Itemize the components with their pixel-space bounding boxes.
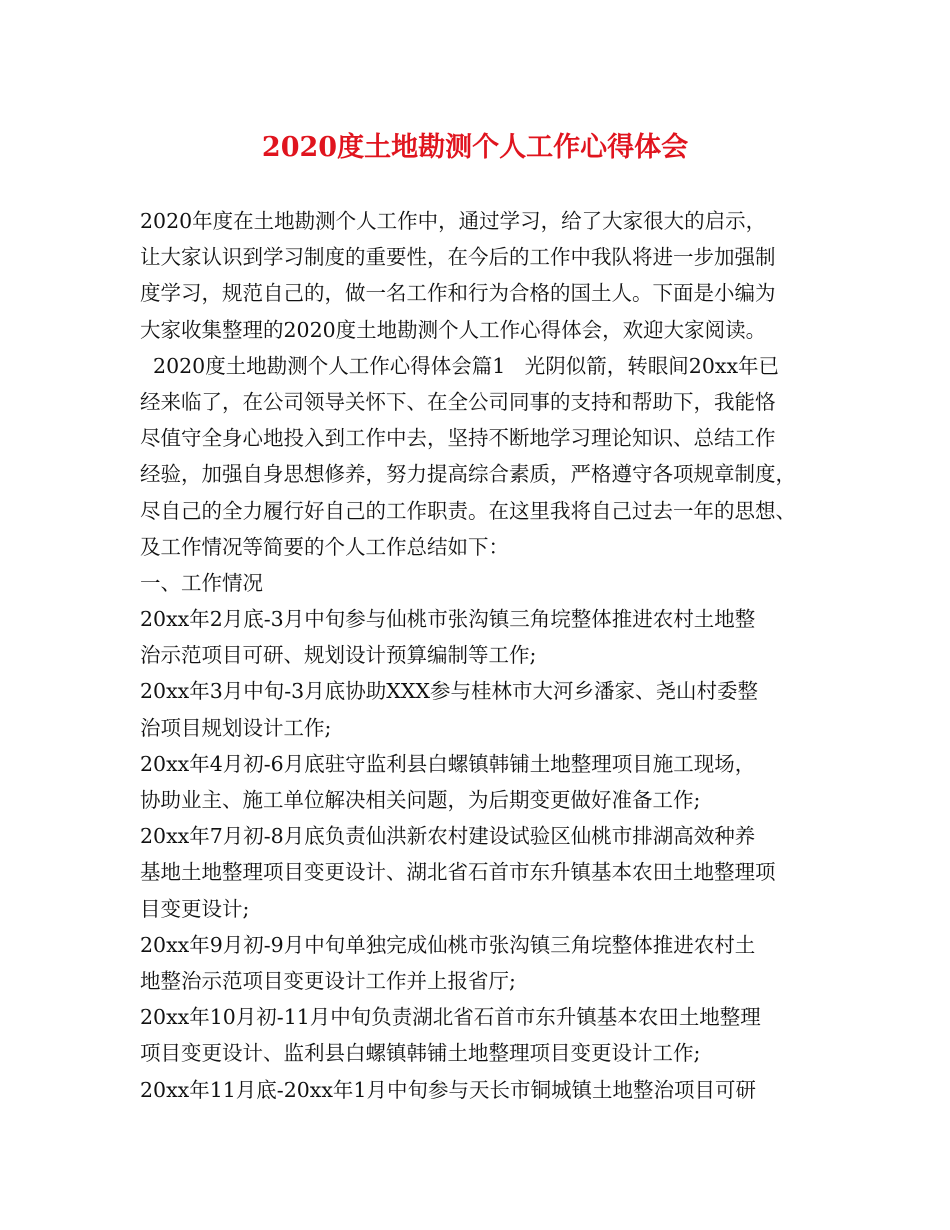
body-line: 2020度土地勘测个人工作心得体会篇1 光阴似箭，转眼间20xx年已 [140, 353, 780, 378]
body-line: 20xx年4月初-6月底驻守监利县白螺镇韩铺土地整理项目施工现场， [140, 751, 756, 776]
section-heading: 一、工作情况 [140, 570, 263, 595]
body-line: 目变更设计; [140, 896, 250, 921]
body-line: 项目变更设计、监利县白螺镇韩铺土地整理项目变更设计工作; [140, 1041, 701, 1066]
body-line: 经验，加强自身思想修养，努力提高综合素质，严格遵守各项规章制度， [140, 462, 796, 487]
body-line: 治项目规划设计工作; [140, 715, 332, 740]
body-line: 及工作情况等简要的个人工作总结如下： [140, 534, 509, 559]
body-line: 大家收集整理的2020度土地勘测个人工作心得体会，欢迎大家阅读。 [140, 317, 767, 342]
body-line: 地整治示范项目变更设计工作并上报省厅; [140, 968, 516, 993]
document-body [140, 203, 820, 1108]
body-line: 治示范项目可研、规划设计预算编制等工作; [140, 643, 537, 668]
document-title: 2020度土地勘测个人工作心得体会 [261, 132, 689, 163]
body-line: 度学习，规范自己的，做一名工作和行为合格的国土人。下面是小编为 [140, 281, 776, 306]
body-line: 基地土地整理项目变更设计、湖北省石首市东升镇基本农田土地整理项 [140, 860, 776, 885]
body-line: 协助业主、施工单位解决相关问题，为后期变更做好准备工作; [140, 788, 701, 812]
body-line: 经来临了，在公司领导关怀下、在全公司同事的支持和帮助下，我能恪 [140, 389, 776, 414]
body-line: 2020年度在土地勘测个人工作中，通过学习，给了大家很大的启示， [140, 209, 767, 233]
body-line: 20xx年9月初-9月中旬单独完成仙桃市张沟镇三角垸整体推进农村土 [140, 932, 756, 957]
body-line: 20xx年7月初-8月底负责仙洪新农村建设试验区仙桃市排湖高效种养 [140, 824, 756, 849]
body-line: 20xx年2月底-3月中旬参与仙桃市张沟镇三角垸整体推进农村土地整 [140, 607, 756, 632]
body-line: 尽值守全身心地投入到工作中去，坚持不断地学习理论知识、总结工作 [140, 426, 776, 451]
body-line: 尽自己的全力履行好自己的工作职责。在这里我将自己过去一年的思想、 [140, 498, 796, 523]
body-line: 20xx年11月底-20xx年1月中旬参与天长市铜城镇土地整治项目可研 [140, 1077, 756, 1102]
body-line: 20xx年3月中旬-3月底协助XXX参与桂林市大河乡潘家、尧山村委整 [140, 679, 759, 704]
body-line: 让大家认识到学习制度的重要性，在今后的工作中我队将进一步加强制 [140, 245, 776, 270]
body-line: 20xx年10月初-11月中旬负责湖北省石首市东升镇基本农田土地整理 [140, 1005, 761, 1030]
